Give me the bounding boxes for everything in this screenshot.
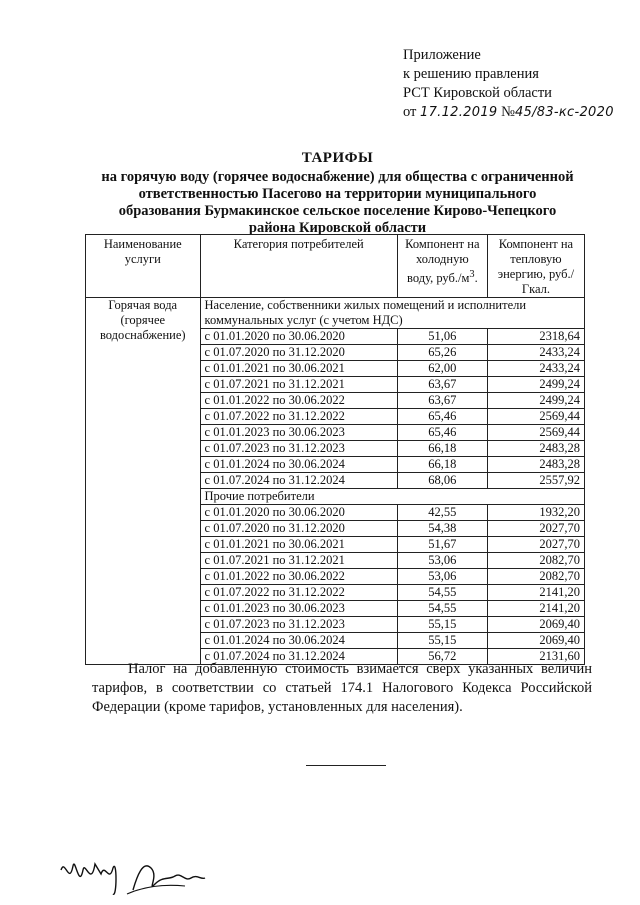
- header-cold-water-text: Компонент на холодную воду, руб./м: [405, 237, 480, 286]
- appendix-number: 45/83-кс-2020: [514, 105, 614, 120]
- title-main: ТАРИФЫ: [301, 150, 374, 166]
- cold-water-cell: 53,06: [397, 553, 487, 569]
- period-cell: с 01.01.2022 по 30.06.2022: [200, 393, 397, 409]
- cold-water-cell: 68,06: [397, 473, 487, 489]
- title-line-4: района Кировской области: [248, 220, 427, 236]
- cold-water-cell: 65,46: [397, 409, 487, 425]
- heat-cell: 2141,20: [487, 601, 584, 617]
- heat-cell: 2569,44: [487, 409, 584, 425]
- cold-water-cell: 42,55: [397, 505, 487, 521]
- period-cell: с 01.07.2021 по 31.12.2021: [200, 377, 397, 393]
- cold-water-cell: 53,06: [397, 569, 487, 585]
- heat-cell: 2069,40: [487, 617, 584, 633]
- cold-water-cell: 54,38: [397, 521, 487, 537]
- heat-cell: 2569,44: [487, 425, 584, 441]
- period-cell: с 01.01.2020 по 30.06.2020: [200, 329, 397, 345]
- heat-cell: 2082,70: [487, 553, 584, 569]
- period-cell: с 01.07.2023 по 31.12.2023: [200, 617, 397, 633]
- heat-cell: 2318,64: [487, 329, 584, 345]
- signature-1: [61, 864, 116, 894]
- document-title: [60, 150, 615, 237]
- service-name: Горячая вода (горячее водоснабжение): [86, 298, 201, 665]
- tariff-table: [85, 234, 585, 665]
- title-line-3: образования Бурмакинское сельское поселение Кирово-Чепецкого: [118, 203, 557, 219]
- period-cell: с 01.07.2023 по 31.12.2023: [200, 441, 397, 457]
- appendix-date: 17.12.2019: [420, 105, 498, 120]
- group-row: [86, 298, 585, 329]
- period-cell: с 01.07.2024 по 31.12.2024: [200, 649, 397, 665]
- cold-water-cell: 63,67: [397, 377, 487, 393]
- heat-cell: 2499,24: [487, 393, 584, 409]
- appendix-line-3: РСТ Кировской области: [403, 85, 552, 101]
- heat-cell: 2027,70: [487, 521, 584, 537]
- period-cell: с 01.07.2020 по 31.12.2020: [200, 521, 397, 537]
- header-service: Наименование услуги: [86, 235, 201, 298]
- period-cell: с 01.01.2023 по 30.06.2023: [200, 425, 397, 441]
- period-cell: с 01.01.2024 по 30.06.2024: [200, 457, 397, 473]
- title-line-1: на горячую воду (горячее водоснабжение) для общества с ограниченной: [101, 169, 574, 185]
- consumer-group-name: Население, собственники жилых помещений и исполнители коммунальных услуг (с учетом НДС): [200, 298, 584, 329]
- period-cell: с 01.01.2021 по 30.06.2021: [200, 537, 397, 553]
- period-cell: с 01.07.2024 по 31.12.2024: [200, 473, 397, 489]
- period-cell: с 01.01.2020 по 30.06.2020: [200, 505, 397, 521]
- period-cell: с 01.01.2021 по 30.06.2021: [200, 361, 397, 377]
- handwritten-signatures: [55, 840, 215, 900]
- header-category: Категория потребителей: [200, 235, 397, 298]
- vat-footnote: [92, 660, 592, 717]
- heat-cell: 2082,70: [487, 569, 584, 585]
- appendix-line-2: к решению правления: [403, 66, 539, 82]
- period-cell: с 01.07.2020 по 31.12.2020: [200, 345, 397, 361]
- heat-cell: 2483,28: [487, 441, 584, 457]
- period-cell: с 01.07.2021 по 31.12.2021: [200, 553, 397, 569]
- consumer-group-name: Прочие потребители: [200, 489, 584, 505]
- cold-water-cell: 54,55: [397, 601, 487, 617]
- separator-line: [306, 765, 386, 766]
- appendix-number-sign: №: [501, 104, 515, 120]
- heat-cell: 2483,28: [487, 457, 584, 473]
- cold-water-cell: 56,72: [397, 649, 487, 665]
- period-cell: с 01.01.2024 по 30.06.2024: [200, 633, 397, 649]
- heat-cell: 2499,24: [487, 377, 584, 393]
- heat-cell: 2027,70: [487, 537, 584, 553]
- heat-cell: 2069,40: [487, 633, 584, 649]
- heat-cell: 2433,24: [487, 345, 584, 361]
- period-cell: с 01.01.2023 по 30.06.2023: [200, 601, 397, 617]
- cold-water-cell: 55,15: [397, 617, 487, 633]
- period-cell: с 01.01.2022 по 30.06.2022: [200, 569, 397, 585]
- heat-cell: 2433,24: [487, 361, 584, 377]
- appendix-line-1: Приложение: [403, 47, 481, 63]
- heat-cell: 1932,20: [487, 505, 584, 521]
- table-header-row: [86, 235, 585, 298]
- signature-2: [133, 866, 205, 890]
- cold-water-cell: 62,00: [397, 361, 487, 377]
- header-cold-water-end: .: [474, 271, 478, 286]
- cold-water-cell: 55,15: [397, 633, 487, 649]
- cold-water-cell: 51,67: [397, 537, 487, 553]
- heat-cell: 2141,20: [487, 585, 584, 601]
- heat-cell: 2131,60: [487, 649, 584, 665]
- cold-water-cell: 65,26: [397, 345, 487, 361]
- title-line-2: ответственностью Пасегово на территории муниципального: [138, 186, 537, 202]
- header-cold-water: [397, 235, 487, 298]
- cold-water-cell: 51,06: [397, 329, 487, 345]
- cold-water-cell: 66,18: [397, 441, 487, 457]
- vat-footnote-text: Налог на добавленную стоимость взимается сверх указанных величин тарифов, в соответствии со статьей 174.1 Налогового Кодекса Российской Федерации (кроме тарифов, установленных для населения).: [92, 661, 592, 715]
- period-cell: с 01.07.2022 по 31.12.2022: [200, 409, 397, 425]
- header-cold-water-sup: 3: [469, 269, 475, 280]
- cold-water-cell: 54,55: [397, 585, 487, 601]
- heat-cell: 2557,92: [487, 473, 584, 489]
- cold-water-cell: 66,18: [397, 457, 487, 473]
- appendix-date-line: [403, 103, 633, 122]
- period-cell: с 01.07.2022 по 31.12.2022: [200, 585, 397, 601]
- cold-water-cell: 65,46: [397, 425, 487, 441]
- cold-water-cell: 63,67: [397, 393, 487, 409]
- header-heat: Компонент на тепловую энергию, руб./Гкал.: [487, 235, 584, 298]
- appendix-header: [403, 46, 633, 122]
- appendix-date-prefix: от: [403, 104, 417, 120]
